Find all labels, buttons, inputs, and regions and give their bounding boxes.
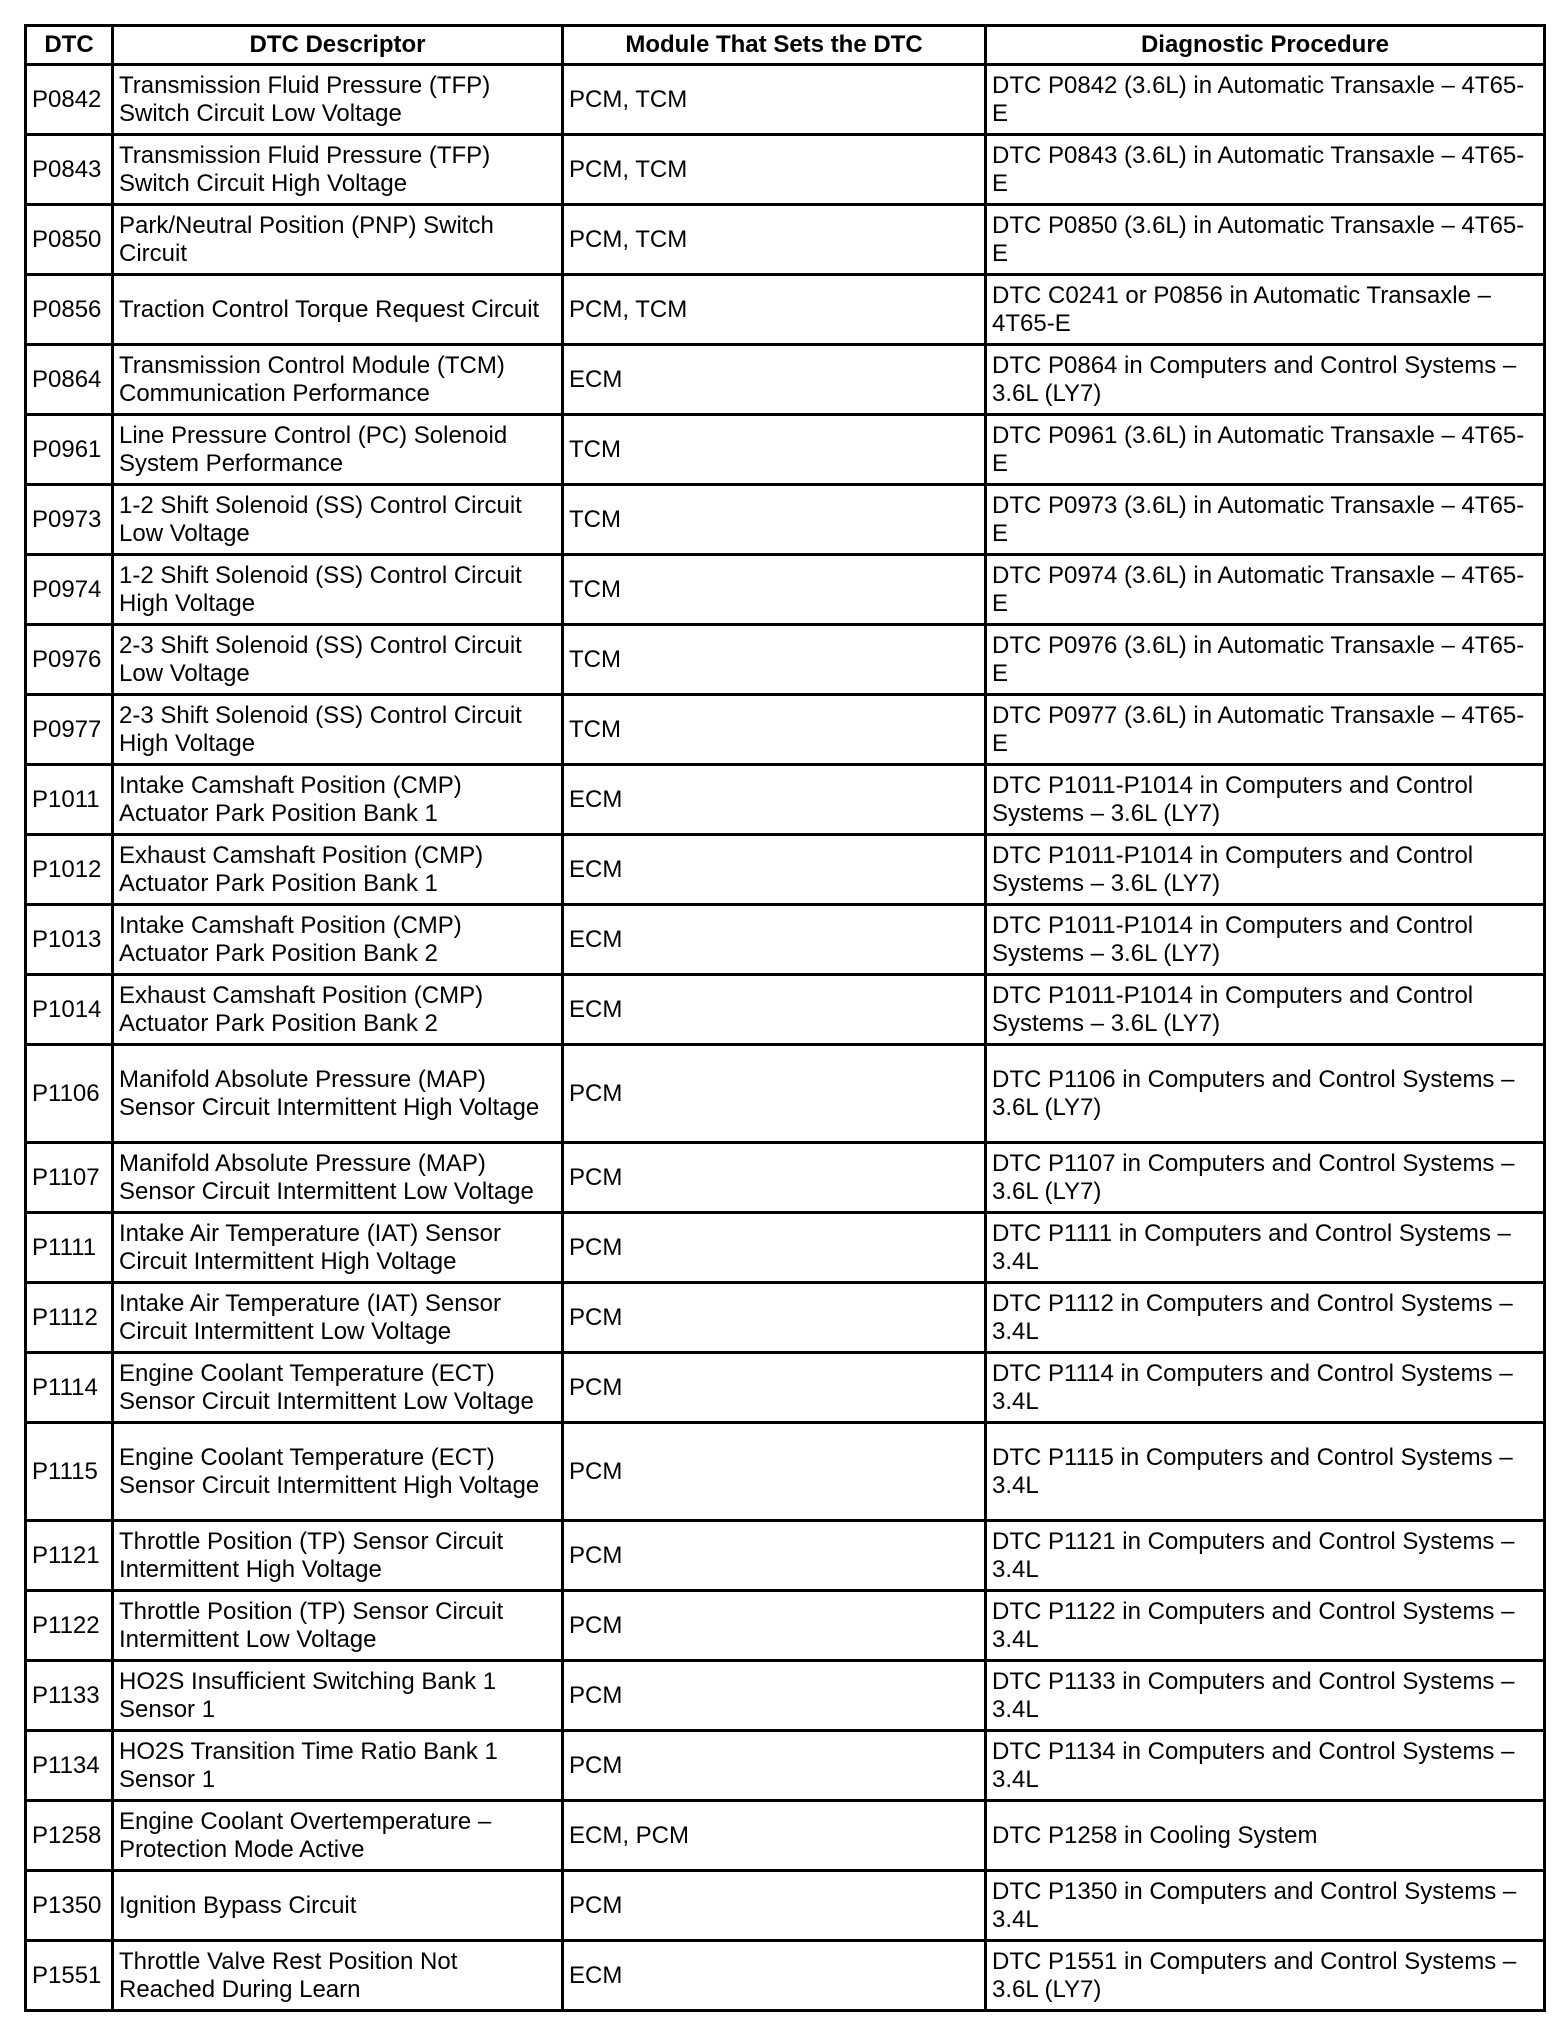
table-row [26, 555, 1545, 625]
diagnostic-procedure-cell: DTC P1011-P1014 in Computers and Control Systems – 3.6L (LY7) [986, 905, 1545, 975]
dtc-code-cell: P0842 [26, 65, 113, 135]
dtc-code-cell: P0850 [26, 205, 113, 275]
table-row [26, 415, 1545, 485]
module-cell: PCM [563, 1213, 986, 1283]
dtc-descriptor-cell: Park/Neutral Position (PNP) Switch Circuit [113, 205, 563, 275]
dtc-code-cell: P0977 [26, 695, 113, 765]
diagnostic-procedure-cell: DTC P1122 in Computers and Control Systems – 3.4L [986, 1591, 1545, 1661]
module-cell: TCM [563, 485, 986, 555]
module-cell: PCM [563, 1731, 986, 1801]
dtc-descriptor-cell: Transmission Fluid Pressure (TFP) Switch Circuit High Voltage [113, 135, 563, 205]
table-row [26, 1731, 1545, 1801]
table-row [26, 135, 1545, 205]
module-cell: TCM [563, 555, 986, 625]
dtc-descriptor-cell: Intake Air Temperature (IAT) Sensor Circuit Intermittent High Voltage [113, 1213, 563, 1283]
dtc-code-cell: P1011 [26, 765, 113, 835]
dtc-descriptor-cell: HO2S Transition Time Ratio Bank 1 Sensor 1 [113, 1731, 563, 1801]
dtc-descriptor-cell: Transmission Fluid Pressure (TFP) Switch Circuit Low Voltage [113, 65, 563, 135]
dtc-descriptor-cell: 2-3 Shift Solenoid (SS) Control Circuit High Voltage [113, 695, 563, 765]
dtc-descriptor-cell: Intake Air Temperature (IAT) Sensor Circuit Intermittent Low Voltage [113, 1283, 563, 1353]
table-row [26, 1423, 1545, 1521]
dtc-code-cell: P1350 [26, 1871, 113, 1941]
table-row [26, 765, 1545, 835]
diagnostic-procedure-cell: DTC P1107 in Computers and Control Systems – 3.6L (LY7) [986, 1143, 1545, 1213]
table-row [26, 905, 1545, 975]
dtc-descriptor-cell: Throttle Position (TP) Sensor Circuit Intermittent Low Voltage [113, 1591, 563, 1661]
module-cell: PCM [563, 1045, 986, 1143]
module-cell: PCM [563, 1283, 986, 1353]
table-row [26, 1353, 1545, 1423]
module-cell: PCM, TCM [563, 65, 986, 135]
diagnostic-procedure-cell: DTC P1115 in Computers and Control Systems – 3.4L [986, 1423, 1545, 1521]
diagnostic-procedure-cell: DTC P1133 in Computers and Control Systems – 3.4L [986, 1661, 1545, 1731]
diagnostic-procedure-cell: DTC P0977 (3.6L) in Automatic Transaxle – 4T65-E [986, 695, 1545, 765]
module-cell: PCM [563, 1871, 986, 1941]
module-cell: ECM [563, 905, 986, 975]
diagnostic-procedure-cell: DTC P0843 (3.6L) in Automatic Transaxle – 4T65-E [986, 135, 1545, 205]
header-dtc: DTC [26, 26, 113, 65]
table-row [26, 1045, 1545, 1143]
table-row [26, 625, 1545, 695]
dtc-code-cell: P1012 [26, 835, 113, 905]
dtc-code-cell: P0843 [26, 135, 113, 205]
diagnostic-procedure-cell: DTC P0864 in Computers and Control Systems – 3.6L (LY7) [986, 345, 1545, 415]
table-row [26, 1591, 1545, 1661]
dtc-code-cell: P0856 [26, 275, 113, 345]
module-cell: PCM, TCM [563, 275, 986, 345]
dtc-descriptor-cell: 1-2 Shift Solenoid (SS) Control Circuit Low Voltage [113, 485, 563, 555]
module-cell: ECM [563, 975, 986, 1045]
module-cell: ECM [563, 765, 986, 835]
diagnostic-procedure-cell: DTC P0961 (3.6L) in Automatic Transaxle – 4T65-E [986, 415, 1545, 485]
dtc-descriptor-cell: Throttle Position (TP) Sensor Circuit Intermittent High Voltage [113, 1521, 563, 1591]
dtc-code-cell: P0973 [26, 485, 113, 555]
dtc-code-cell: P1014 [26, 975, 113, 1045]
dtc-descriptor-cell: 1-2 Shift Solenoid (SS) Control Circuit High Voltage [113, 555, 563, 625]
diagnostic-procedure-cell: DTC P1011-P1014 in Computers and Control Systems – 3.6L (LY7) [986, 835, 1545, 905]
table-row [26, 1521, 1545, 1591]
diagnostic-procedure-cell: DTC P1106 in Computers and Control Systems – 3.6L (LY7) [986, 1045, 1545, 1143]
diagnostic-procedure-cell: DTC P1011-P1014 in Computers and Control Systems – 3.6L (LY7) [986, 765, 1545, 835]
diagnostic-procedure-cell: DTC P0974 (3.6L) in Automatic Transaxle – 4T65-E [986, 555, 1545, 625]
dtc-descriptor-cell: Ignition Bypass Circuit [113, 1871, 563, 1941]
module-cell: PCM [563, 1143, 986, 1213]
header-dtc-descriptor: DTC Descriptor [113, 26, 563, 65]
dtc-code-cell: P1013 [26, 905, 113, 975]
table-row [26, 1143, 1545, 1213]
dtc-code-cell: P1133 [26, 1661, 113, 1731]
dtc-code-cell: P1551 [26, 1941, 113, 2011]
dtc-code-cell: P0976 [26, 625, 113, 695]
module-cell: PCM, TCM [563, 205, 986, 275]
dtc-descriptor-cell: Engine Coolant Overtemperature – Protection Mode Active [113, 1801, 563, 1871]
diagnostic-procedure-cell: DTC P0973 (3.6L) in Automatic Transaxle – 4T65-E [986, 485, 1545, 555]
dtc-code-cell: P1121 [26, 1521, 113, 1591]
dtc-descriptor-cell: Intake Camshaft Position (CMP) Actuator Park Position Bank 1 [113, 765, 563, 835]
dtc-descriptor-cell: 2-3 Shift Solenoid (SS) Control Circuit Low Voltage [113, 625, 563, 695]
dtc-table [24, 24, 1546, 2012]
dtc-descriptor-cell: Engine Coolant Temperature (ECT) Sensor Circuit Intermittent Low Voltage [113, 1353, 563, 1423]
table-row [26, 485, 1545, 555]
module-cell: TCM [563, 415, 986, 485]
table-row [26, 205, 1545, 275]
dtc-descriptor-cell: Manifold Absolute Pressure (MAP) Sensor Circuit Intermittent High Voltage [113, 1045, 563, 1143]
table-row [26, 345, 1545, 415]
table-row [26, 1213, 1545, 1283]
dtc-descriptor-cell: Manifold Absolute Pressure (MAP) Sensor Circuit Intermittent Low Voltage [113, 1143, 563, 1213]
table-header-row [26, 26, 1545, 65]
module-cell: ECM [563, 835, 986, 905]
diagnostic-procedure-cell: DTC P1134 in Computers and Control Systems – 3.4L [986, 1731, 1545, 1801]
diagnostic-procedure-cell: DTC P1121 in Computers and Control Systems – 3.4L [986, 1521, 1545, 1591]
table-row [26, 835, 1545, 905]
dtc-descriptor-cell: Exhaust Camshaft Position (CMP) Actuator Park Position Bank 1 [113, 835, 563, 905]
header-diagnostic-procedure: Diagnostic Procedure [986, 26, 1545, 65]
dtc-code-cell: P1258 [26, 1801, 113, 1871]
module-cell: PCM [563, 1423, 986, 1521]
diagnostic-procedure-cell: DTC P1112 in Computers and Control Systems – 3.4L [986, 1283, 1545, 1353]
dtc-code-cell: P0864 [26, 345, 113, 415]
dtc-code-cell: P1134 [26, 1731, 113, 1801]
dtc-descriptor-cell: Transmission Control Module (TCM) Communication Performance [113, 345, 563, 415]
dtc-descriptor-cell: Exhaust Camshaft Position (CMP) Actuator Park Position Bank 2 [113, 975, 563, 1045]
module-cell: ECM [563, 345, 986, 415]
diagnostic-procedure-cell: DTC C0241 or P0856 in Automatic Transaxle – 4T65-E [986, 275, 1545, 345]
dtc-code-cell: P1112 [26, 1283, 113, 1353]
table-row [26, 975, 1545, 1045]
table-row [26, 65, 1545, 135]
module-cell: PCM [563, 1521, 986, 1591]
module-cell: TCM [563, 695, 986, 765]
dtc-code-cell: P1106 [26, 1045, 113, 1143]
diagnostic-procedure-cell: DTC P0850 (3.6L) in Automatic Transaxle – 4T65-E [986, 205, 1545, 275]
dtc-descriptor-cell: Throttle Valve Rest Position Not Reached During Learn [113, 1941, 563, 2011]
module-cell: TCM [563, 625, 986, 695]
diagnostic-procedure-cell: DTC P1011-P1014 in Computers and Control Systems – 3.6L (LY7) [986, 975, 1545, 1045]
diagnostic-procedure-cell: DTC P0842 (3.6L) in Automatic Transaxle – 4T65-E [986, 65, 1545, 135]
dtc-code-cell: P0974 [26, 555, 113, 625]
module-cell: PCM [563, 1591, 986, 1661]
dtc-code-cell: P1114 [26, 1353, 113, 1423]
dtc-descriptor-cell: Engine Coolant Temperature (ECT) Sensor Circuit Intermittent High Voltage [113, 1423, 563, 1521]
dtc-code-cell: P1122 [26, 1591, 113, 1661]
dtc-descriptor-cell: Intake Camshaft Position (CMP) Actuator Park Position Bank 2 [113, 905, 563, 975]
table-row [26, 1801, 1545, 1871]
dtc-code-cell: P1111 [26, 1213, 113, 1283]
dtc-code-cell: P1107 [26, 1143, 113, 1213]
table-row [26, 275, 1545, 345]
diagnostic-procedure-cell: DTC P0976 (3.6L) in Automatic Transaxle – 4T65-E [986, 625, 1545, 695]
module-cell: ECM, PCM [563, 1801, 986, 1871]
diagnostic-procedure-cell: DTC P1258 in Cooling System [986, 1801, 1545, 1871]
table-row [26, 1661, 1545, 1731]
dtc-descriptor-cell: Line Pressure Control (PC) Solenoid System Performance [113, 415, 563, 485]
dtc-descriptor-cell: Traction Control Torque Request Circuit [113, 275, 563, 345]
module-cell: PCM, TCM [563, 135, 986, 205]
table-row [26, 1871, 1545, 1941]
module-cell: PCM [563, 1661, 986, 1731]
dtc-descriptor-cell: HO2S Insufficient Switching Bank 1 Sensor 1 [113, 1661, 563, 1731]
diagnostic-procedure-cell: DTC P1551 in Computers and Control Systems – 3.6L (LY7) [986, 1941, 1545, 2011]
module-cell: ECM [563, 1941, 986, 2011]
dtc-code-cell: P0961 [26, 415, 113, 485]
diagnostic-procedure-cell: DTC P1111 in Computers and Control Systems – 3.4L [986, 1213, 1545, 1283]
diagnostic-procedure-cell: DTC P1114 in Computers and Control Systems – 3.4L [986, 1353, 1545, 1423]
diagnostic-procedure-cell: DTC P1350 in Computers and Control Systems – 3.4L [986, 1871, 1545, 1941]
table-row [26, 1283, 1545, 1353]
table-body [26, 65, 1545, 2011]
table-row [26, 695, 1545, 765]
module-cell: PCM [563, 1353, 986, 1423]
header-module: Module That Sets the DTC [563, 26, 986, 65]
table-row [26, 1941, 1545, 2011]
dtc-code-cell: P1115 [26, 1423, 113, 1521]
